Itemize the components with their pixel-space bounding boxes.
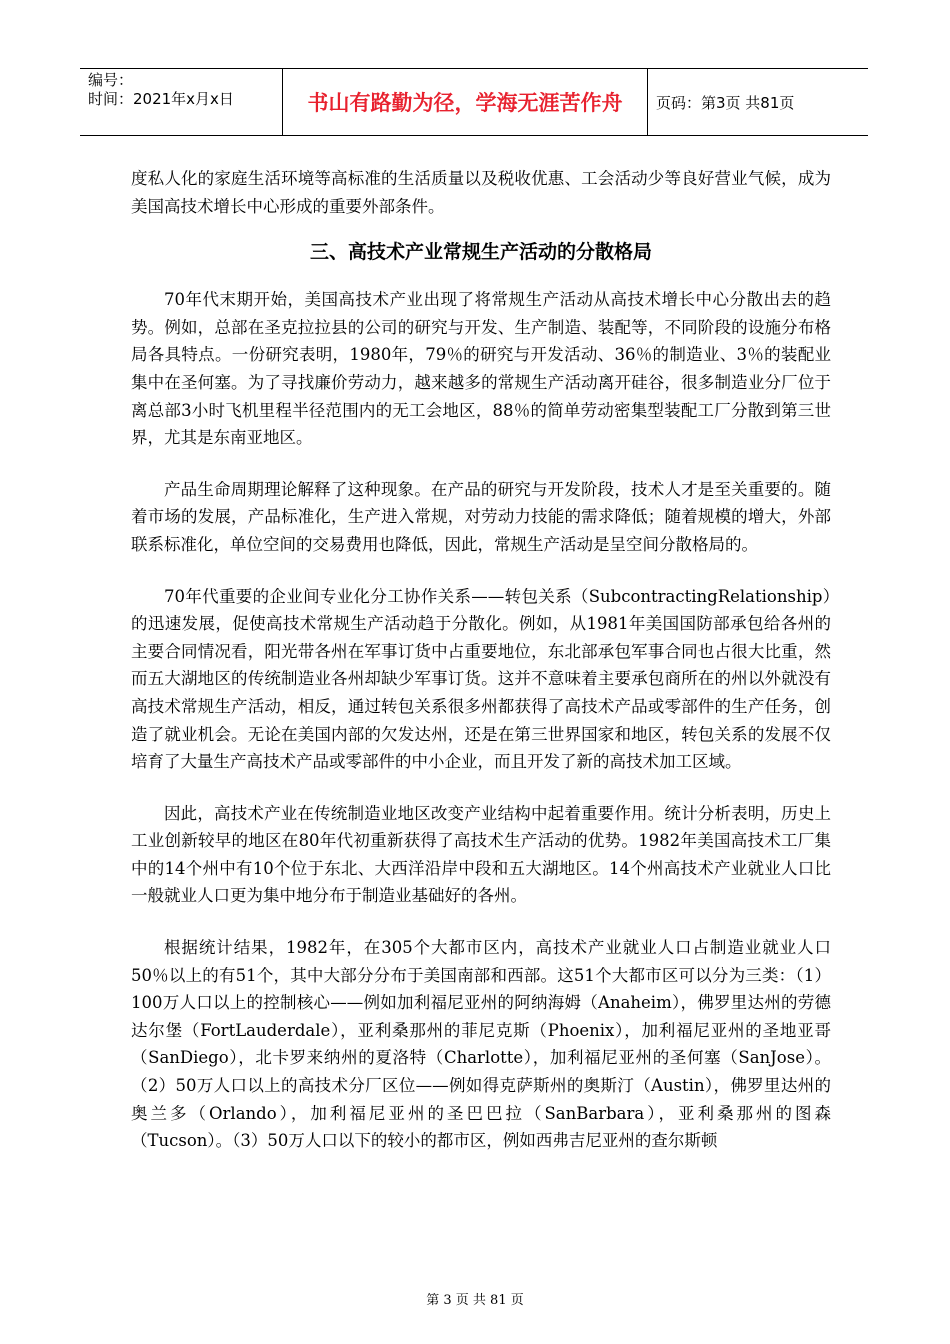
page-footer: 第 3 页 共 81 页 [426,1293,524,1308]
paragraph-1: 70年代末期开始，美国高技术产业出现了将常规生产活动从高技术增长中心分散出去的趋势。例如，总部在圣克拉拉县的公司的研究与开发、生产制造、装配等，不同阶段的设施分布格局各具特点。一份研究表明，1980年，79％的研究与开发活动、36％的制造业、3％的装配业集中在圣何塞。为了寻找廉价劳动力，越来越多的常规生产活动离开硅谷，很多制造业分厂位于离总部3小时飞机里程半径范围内的无工会地区，88％的简单劳动密集型装配工厂分散到第三世界，尤其是东南亚地区。 [131,290,831,448]
paragraph-2: 产品生命周期理论解释了这种现象。在产品的研究与开发阶段，技术人才是至关重要的。随着市场的发展，产品标准化，生产进入常规，对劳动力技能的需求降低；随着规模的增大，外部联系标准化，单位空间的交易费用也降低，因此，常规生产活动是呈空间分散格局的。 [131,479,831,554]
header-motto: 书山有路勤为径，学海无涯苦作舟 [283,69,648,135]
header-number: 编号： [88,71,134,89]
paragraph-3: 70年代重要的企业间专业化分工协作关系——转包关系（SubcontractingRelationship）的迅速发展，促使高技术常规生产活动趋于分散化。例如，从1981年美国国防部承包给各州的主要合同情况看，阳光带各州在军事订货中占重要地位，东北部承包军事合同也占很大比重，然而五大湖地区的传统制造业各州却缺少军事订货。这并不意味着主要承包商所在的州以外就没有高技术常规生产活动，相反，通过转包关系很多州都获得了高技术产品或零部件的生产任务，创造了就业机会。无论在美国内部的欠发达州，还是在第三世界国家和地区，转包关系的发展不仅培育了大量生产高技术产品或零部件的中小企业，而且开发了新的高技术加工区域。 [131,586,831,772]
paragraph-4: 因此，高技术产业在传统制造业地区改变产业结构中起着重要作用。统计分析表明，历史上工业创新较早的地区在80年代初重新获得了高技术生产活动的优势。1982年美国高技术工厂集中的14个州中有10个位于东北、大西洋沿岸中段和五大湖地区。14个州高技术产业就业人口比一般就业人口更为集中地分布于制造业基础好的各州。 [131,803,831,906]
paragraph-5: 根据统计结果，1982年，在305个大都市区内，高技术产业就业人口占制造业就业人口50％以上的有51个，其中大部分分布于美国南部和西部。这51个大都市区可以分为三类：（1）100万人口以上的控制核心——例如加利福尼亚州的阿纳海姆（Anaheim），佛罗里达州的劳德达尔堡（FortLauderdale），亚利桑那州的菲尼克斯（Phoenix），加利福尼亚州的圣地亚哥（SanDiego），北卡罗来纳州的夏洛特（Charlotte），加利福尼亚州的圣何塞（SanJose）。（2）50万人口以上的高技术分厂区位——例如得克萨斯州的奥斯汀（Austin），佛罗里达州的奥兰多（Orlando），加利福尼亚州的圣巴巴拉（SanBarbara），亚利桑那州的图森（Tucson）。（3）50万人口以下的较小的都市区，例如西弗吉尼亚州的查尔斯顿 [131,938,831,1151]
header-meta [80,69,283,135]
header-page-info: 页码：第3页 共81页 [656,93,795,112]
document-body [131,165,831,1179]
header-time: 时间：2021年x月x日 [88,90,234,108]
continued-paragraph: 度私人化的家庭生活环境等高标准的生活质量以及税收优惠、工会活动少等良好营业气候，成为美国高技术增长中心形成的重要外部条件。 [131,169,831,216]
section-title: 三、高技术产业常规生产活动的分散格局 [309,241,652,264]
page-header [80,68,868,136]
